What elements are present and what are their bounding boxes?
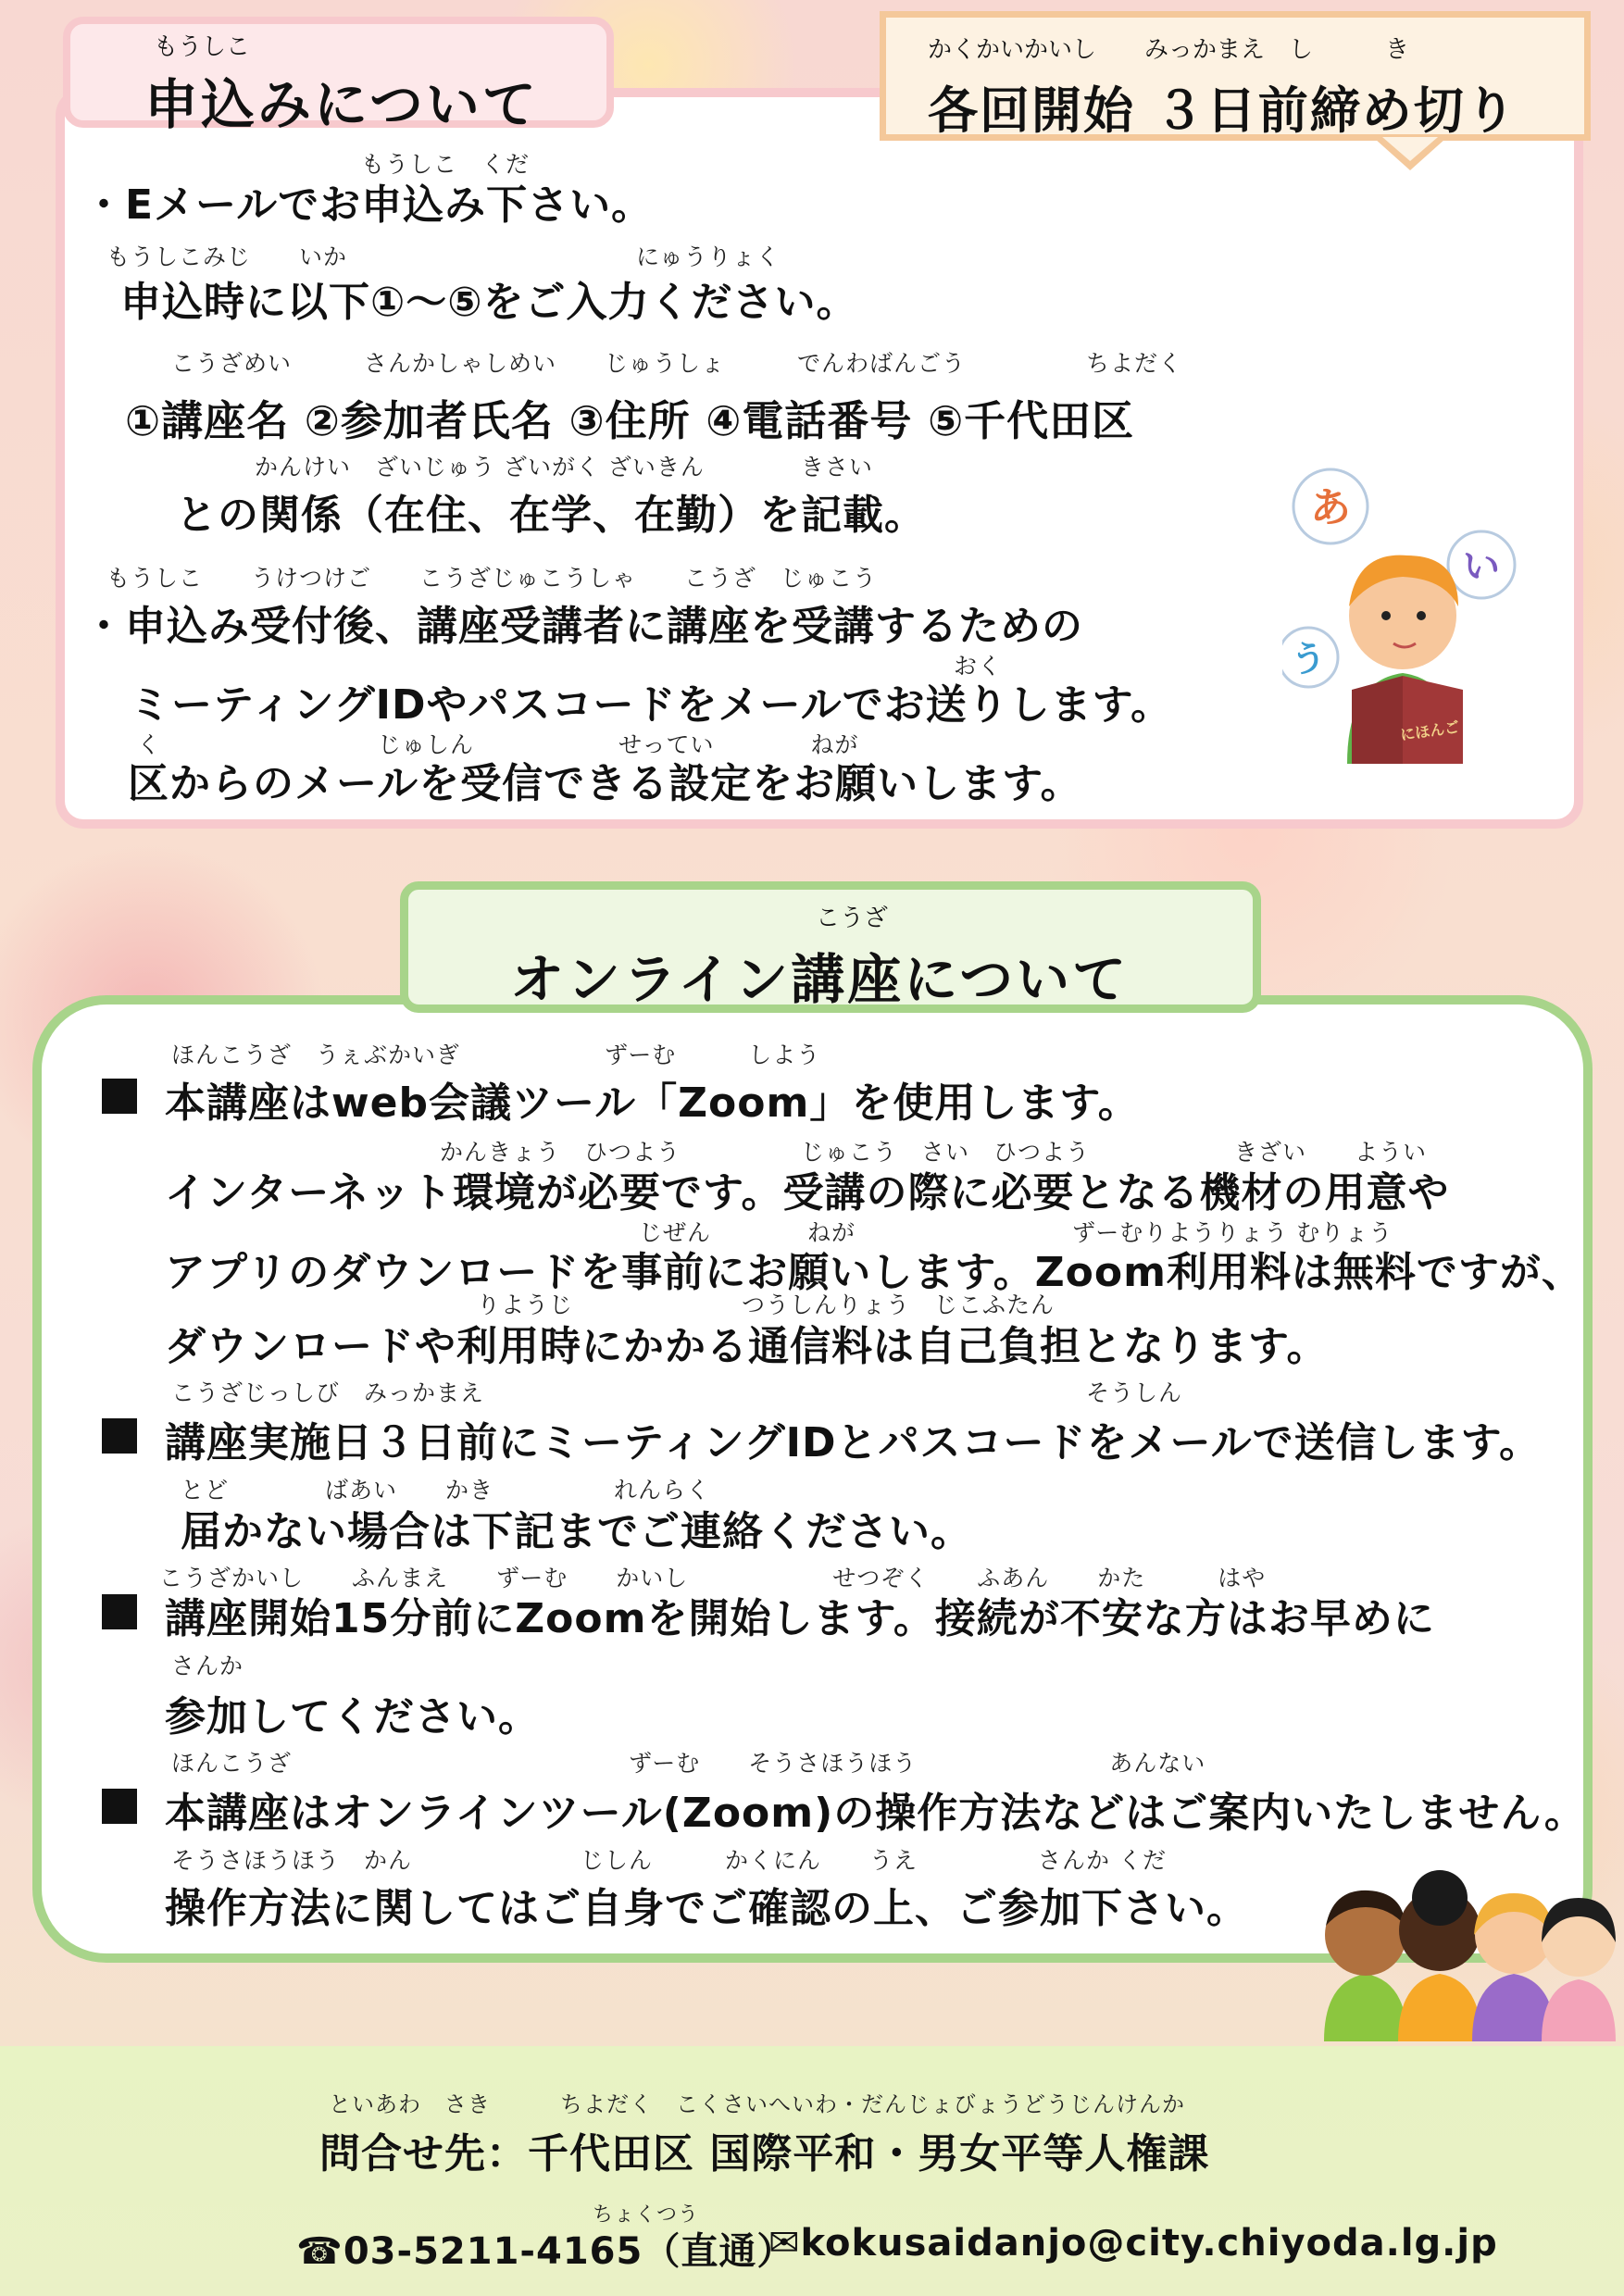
svg-text:あ: あ [1310,484,1351,531]
book-icon [1352,676,1463,764]
s2-item3-line1-ruby: こうざかいし ふんまえ ずーむ かいし せつぞく ふあん かた はや [159,1565,1267,1591]
online-course-heading-tab [400,881,1261,1013]
s2-item4-line2-ruby: そうさほうほう かん じしん かくにん うえ さんか くだ [171,1847,1167,1874]
s2-item2-line1: 講座実施日３日前にミーティングIDとパスコードをメールで送信します。 [165,1419,1542,1466]
s2-item1-line3-ruby: じぜん ねが ずーむりようりょう むりょう [639,1219,1393,1246]
s1-line1-ruby: もうしこ くだ [361,151,531,178]
s2-item4-line1-ruby: ほんこうざ ずーむ そうさほうほう あんない [171,1750,1206,1777]
s2-item1-line4: ダウンロードや利用時にかかる通信料は自己負担となります。 [165,1323,1329,1370]
s1-line2-ruby: もうしこみじ いか にゅうりょく [106,243,781,270]
bullet-square-4 [102,1789,137,1824]
svg-text:い: い [1463,545,1500,588]
s2-item3-line2: 参加してください。 [165,1693,540,1741]
s1-line5-ruby: もうしこ うけつけご こうざじゅこうしゃ こうざ じゅこう [106,565,878,592]
svg-text:にほんご: にほんご [1399,718,1461,744]
s1-line3-ruby: こうざめい さんかしゃしめい じゅうしょ でんわばんごう ちよだく [171,350,1183,377]
s1-line1: ・Eメールでお申込み下さい。 [83,181,654,229]
s2-item1-line1: 本講座はweb会議ツール「Zoom」を使用します。 [165,1079,1140,1127]
application-heading-tab [63,17,614,136]
s2-item1-line3: アプリのダウンロードを事前にお願いします。Zoom利用料は無料ですが、 [165,1249,1583,1296]
s2-item2-line1-ruby: こうざじっしび みっかまえ そうしん [171,1379,1183,1406]
footer-ruby: といあわ さき ちよだく こくさいへいわ・だんじょびょうどうじんけんか [329,2091,1185,2117]
phone-ruby: ちょくつう [593,2203,700,2227]
svg-text:う: う [1290,639,1327,680]
s2-item1-line4-ruby: りようじ つうしんりょう じこふたん [477,1292,1056,1318]
s2-item2-line2: 届かない場合は下記までご連絡ください。 [181,1508,972,1555]
speech-bubble-i [1448,531,1515,598]
s1-line5: ・申込み受付後、講座受講者に講座を受講するための [83,603,1083,650]
contact-email[interactable]: ✉kokusaidanjo@city.chiyoda.lg.jp [768,2222,1498,2265]
s2-item4-line1: 本講座はオンラインツール(Zoom)の操作方法などはご案内いたしません。 [165,1790,1586,1837]
deadline-text: 各回開始 ３日前締め切り [928,81,1518,140]
online-course-heading-ruby: こうざ [816,905,889,932]
application-heading-ruby: もうしこ [154,33,251,61]
contact-department: 問合せ先：千代田区 国際平和・男女平等人権課 [319,2130,1210,2177]
speech-bubble-u [1282,628,1338,687]
deadline-ruby: かくかいかいし みっかまえ し き [928,36,1410,64]
s2-item4-line2: 操作方法に関してはご自身でご確認の上、ご参加下さい。 [165,1885,1248,1932]
bullet-square-1 [102,1079,137,1114]
s1-line6-ruby: おく [954,653,1003,680]
s1-line6: ミーティングIDやパスコードをメールでお送りします。 [130,681,1173,729]
s2-item1-line2: インターネット環境が必要です。受講の際に必要となる機材の用意や [165,1169,1450,1217]
bullet-square-3 [102,1594,137,1629]
s1-line4: との関係（在住、在学、在勤）を記載。 [176,492,926,539]
s1-line7: 区からのメールを受信できる設定をお願いします。 [128,760,1082,807]
s2-item1-line1-ruby: ほんこうざ うぇぶかいぎ ずーむ しよう [171,1042,821,1068]
contact-phone: ☎03-5211-4165（直通） [296,2230,795,2273]
s2-item1-line2-ruby: かんきょう ひつよう じゅこう さい ひつよう きざい ようい [440,1139,1428,1166]
speech-bubble-a [1293,469,1368,543]
s2-item3-line2-ruby: さんか [171,1653,244,1679]
group-people-illustration [1315,1870,1620,2041]
s2-item2-line2-ruby: とど ばあい かき れんらく [181,1477,711,1504]
s1-line3: ①講座名 ②参加者氏名 ③住所 ④電話番号 ⑤千代田区 [125,396,1135,445]
online-course-heading: オンライン講座について [510,948,1130,1011]
application-heading: 申込みについて [144,73,539,136]
reading-boy-illustration [1282,468,1523,764]
s1-line7-ruby: く じゅしん せってい ねが [137,731,859,758]
deadline-box [880,11,1591,141]
deadline-pointer-inner [1382,137,1438,161]
s2-item3-line1: 講座開始15分前にZoomを開始します。接続が不安な方はお早めに [165,1595,1435,1642]
s1-line4-ruby: かんけい ざいじゅう ざいがく ざいきん きさい [255,454,873,480]
bullet-square-2 [102,1418,137,1454]
s1-line2: 申込時に以下①～⑤をご入力ください。 [120,279,858,326]
